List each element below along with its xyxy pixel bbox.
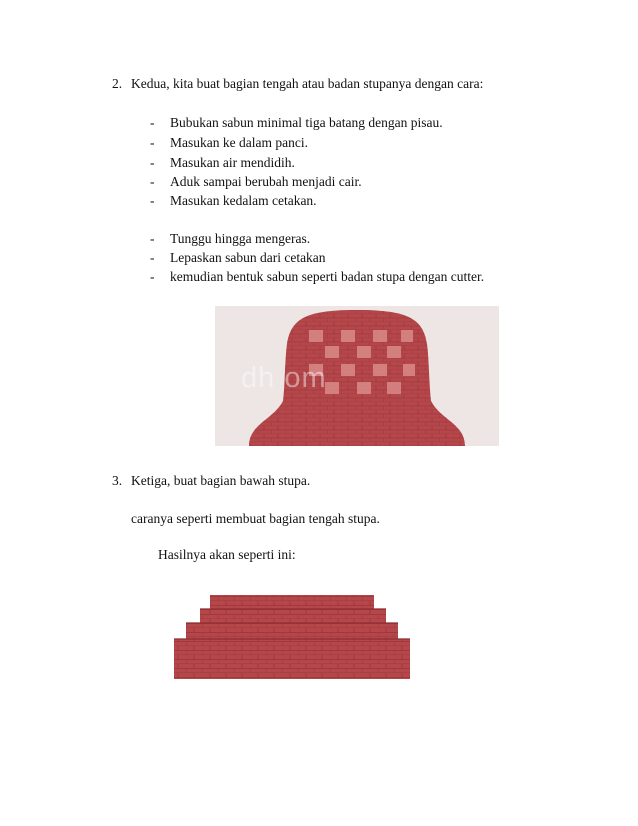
bullet-dash: - — [150, 135, 155, 150]
step-item: Tunggu hingga mengeras. — [170, 231, 311, 246]
result-caption: Hasilnya akan seperti ini: — [158, 547, 296, 562]
stupa-base-image — [170, 583, 414, 695]
stupa-base-drawing — [170, 583, 414, 695]
bullet-dash: - — [150, 269, 155, 284]
step-item: Masukan kedalam cetakan. — [170, 193, 317, 208]
bullet-dash: - — [150, 115, 155, 130]
stupa-body-image — [215, 306, 499, 446]
watermark-text: dh om — [241, 362, 327, 394]
step-item: Masukan air mendidih. — [170, 155, 295, 170]
section-3-heading: Ketiga, buat bagian bawah stupa. — [131, 473, 311, 488]
section-2-number: 2. — [112, 76, 123, 91]
section-3-number: 3. — [112, 473, 123, 488]
bullet-dash: - — [150, 174, 155, 189]
step-item: Bubukan sabun minimal tiga batang dengan pisau. — [170, 115, 443, 130]
step-item: Masukan ke dalam panci. — [170, 135, 308, 150]
step-item: kemudian bentuk sabun seperti badan stupa dengan cutter. — [170, 269, 485, 284]
bullet-dash: - — [150, 231, 155, 246]
step-item: Lepaskan sabun dari cetakan — [170, 250, 326, 265]
bullet-dash: - — [150, 250, 155, 265]
section-3-text: caranya seperti membuat bagian tengah stupa. — [131, 511, 380, 526]
bullet-dash: - — [150, 193, 155, 208]
step-item: Aduk sampai berubah menjadi cair. — [170, 174, 362, 189]
bullet-dash: - — [150, 155, 155, 170]
section-2-heading: Kedua, kita buat bagian tengah atau badan stupanya dengan cara: — [131, 76, 484, 91]
